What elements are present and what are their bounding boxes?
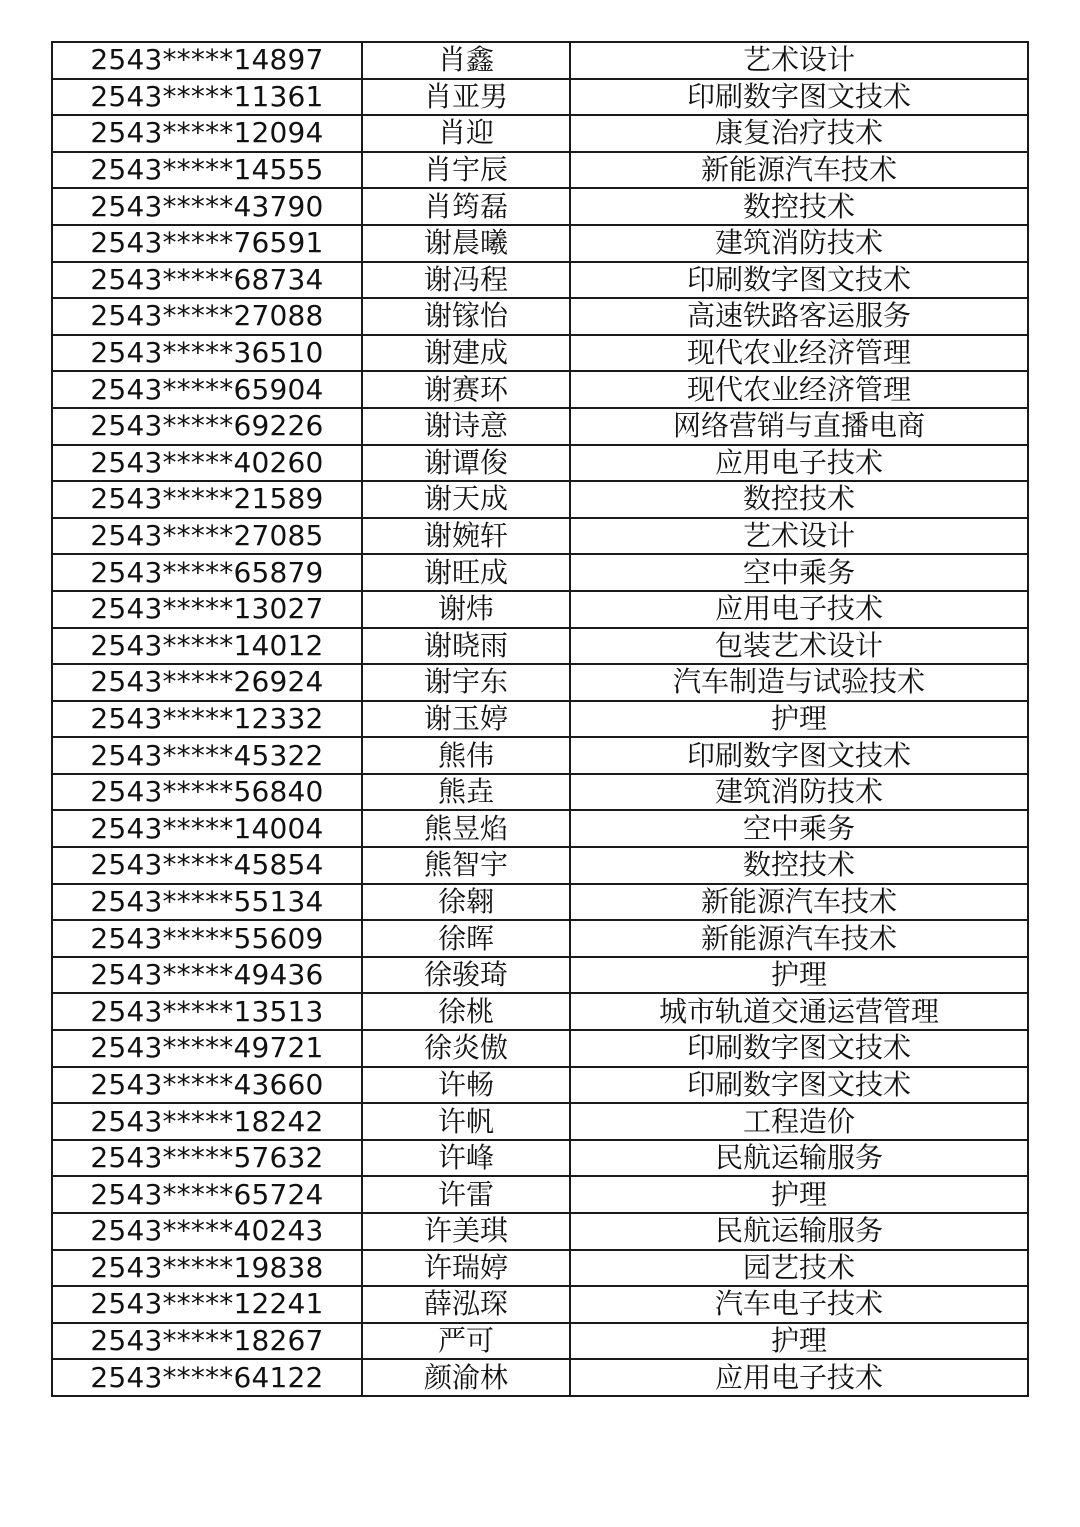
student-id-cell: 2543*****43660 bbox=[52, 1067, 362, 1104]
table-row bbox=[52, 188, 1028, 225]
major-cell: 网络营销与直播电商 bbox=[570, 408, 1028, 445]
table-row bbox=[52, 262, 1028, 299]
roster-body bbox=[52, 42, 1028, 1396]
student-id-cell: 2543*****13027 bbox=[52, 591, 362, 628]
student-name-cell: 谢宇东 bbox=[362, 664, 570, 701]
student-id-cell: 2543*****13513 bbox=[52, 993, 362, 1030]
major-cell: 应用电子技术 bbox=[570, 445, 1028, 482]
student-id-cell: 2543*****14004 bbox=[52, 810, 362, 847]
student-name-cell: 谢旺成 bbox=[362, 554, 570, 591]
major-cell: 城市轨道交通运营管理 bbox=[570, 993, 1028, 1030]
student-name-cell: 熊垚 bbox=[362, 774, 570, 811]
major-cell: 汽车制造与试验技术 bbox=[570, 664, 1028, 701]
student-name-cell: 谢冯程 bbox=[362, 262, 570, 299]
student-name-cell: 谢镓怡 bbox=[362, 298, 570, 335]
major-cell: 印刷数字图文技术 bbox=[570, 737, 1028, 774]
student-name-cell: 肖宇辰 bbox=[362, 152, 570, 189]
student-id-cell: 2543*****68734 bbox=[52, 262, 362, 299]
student-id-cell: 2543*****14012 bbox=[52, 628, 362, 665]
student-name-cell: 谢赛环 bbox=[362, 371, 570, 408]
student-name-cell: 肖迎 bbox=[362, 115, 570, 152]
table-row bbox=[52, 664, 1028, 701]
student-id-cell: 2543*****11361 bbox=[52, 79, 362, 116]
roster-table bbox=[51, 41, 1029, 1397]
table-row bbox=[52, 335, 1028, 372]
table-row bbox=[52, 884, 1028, 921]
student-id-cell: 2543*****76591 bbox=[52, 225, 362, 262]
student-id-cell: 2543*****40243 bbox=[52, 1213, 362, 1250]
student-name-cell: 严可 bbox=[362, 1323, 570, 1360]
major-cell: 印刷数字图文技术 bbox=[570, 262, 1028, 299]
student-name-cell: 谢谭俊 bbox=[362, 445, 570, 482]
table-row bbox=[52, 445, 1028, 482]
student-id-cell: 2543*****55609 bbox=[52, 920, 362, 957]
major-cell: 民航运输服务 bbox=[570, 1213, 1028, 1250]
student-id-cell: 2543*****65724 bbox=[52, 1176, 362, 1213]
student-name-cell: 徐桃 bbox=[362, 993, 570, 1030]
table-row bbox=[52, 1030, 1028, 1067]
student-name-cell: 谢玉婷 bbox=[362, 701, 570, 738]
student-name-cell: 徐骏琦 bbox=[362, 957, 570, 994]
student-id-cell: 2543*****45322 bbox=[52, 737, 362, 774]
major-cell: 数控技术 bbox=[570, 847, 1028, 884]
student-id-cell: 2543*****49721 bbox=[52, 1030, 362, 1067]
table-row bbox=[52, 993, 1028, 1030]
student-name-cell: 徐炎傲 bbox=[362, 1030, 570, 1067]
student-name-cell: 许美琪 bbox=[362, 1213, 570, 1250]
student-name-cell: 谢诗意 bbox=[362, 408, 570, 445]
student-id-cell: 2543*****36510 bbox=[52, 335, 362, 372]
student-name-cell: 谢晨曦 bbox=[362, 225, 570, 262]
major-cell: 包装艺术设计 bbox=[570, 628, 1028, 665]
table-row bbox=[52, 628, 1028, 665]
student-id-cell: 2543*****69226 bbox=[52, 408, 362, 445]
table-row bbox=[52, 847, 1028, 884]
table-row bbox=[52, 1213, 1028, 1250]
student-name-cell: 薛泓琛 bbox=[362, 1286, 570, 1323]
student-name-cell: 谢炜 bbox=[362, 591, 570, 628]
major-cell: 康复治疗技术 bbox=[570, 115, 1028, 152]
table-row bbox=[52, 152, 1028, 189]
table-row bbox=[52, 774, 1028, 811]
major-cell: 应用电子技术 bbox=[570, 1359, 1028, 1396]
student-name-cell: 熊伟 bbox=[362, 737, 570, 774]
student-name-cell: 肖鑫 bbox=[362, 42, 570, 79]
major-cell: 护理 bbox=[570, 957, 1028, 994]
major-cell: 护理 bbox=[570, 1323, 1028, 1360]
major-cell: 空中乘务 bbox=[570, 810, 1028, 847]
student-name-cell: 肖亚男 bbox=[362, 79, 570, 116]
table-row bbox=[52, 298, 1028, 335]
student-id-cell: 2543*****12332 bbox=[52, 701, 362, 738]
major-cell: 现代农业经济管理 bbox=[570, 371, 1028, 408]
major-cell: 数控技术 bbox=[570, 188, 1028, 225]
student-name-cell: 徐晖 bbox=[362, 920, 570, 957]
student-name-cell: 谢天成 bbox=[362, 481, 570, 518]
table-row bbox=[52, 1323, 1028, 1360]
student-id-cell: 2543*****18242 bbox=[52, 1103, 362, 1140]
table-row bbox=[52, 1286, 1028, 1323]
table-row bbox=[52, 408, 1028, 445]
major-cell: 新能源汽车技术 bbox=[570, 920, 1028, 957]
major-cell: 艺术设计 bbox=[570, 518, 1028, 555]
major-cell: 高速铁路客运服务 bbox=[570, 298, 1028, 335]
student-id-cell: 2543*****14897 bbox=[52, 42, 362, 79]
student-name-cell: 谢建成 bbox=[362, 335, 570, 372]
major-cell: 印刷数字图文技术 bbox=[570, 79, 1028, 116]
student-id-cell: 2543*****43790 bbox=[52, 188, 362, 225]
student-id-cell: 2543*****19838 bbox=[52, 1250, 362, 1287]
student-id-cell: 2543*****65904 bbox=[52, 371, 362, 408]
student-id-cell: 2543*****26924 bbox=[52, 664, 362, 701]
major-cell: 民航运输服务 bbox=[570, 1140, 1028, 1177]
student-id-cell: 2543*****56840 bbox=[52, 774, 362, 811]
student-name-cell: 谢婉轩 bbox=[362, 518, 570, 555]
table-row bbox=[52, 115, 1028, 152]
table-row bbox=[52, 920, 1028, 957]
major-cell: 现代农业经济管理 bbox=[570, 335, 1028, 372]
table-row bbox=[52, 1250, 1028, 1287]
table-row bbox=[52, 810, 1028, 847]
table-row bbox=[52, 1103, 1028, 1140]
table-row bbox=[52, 481, 1028, 518]
student-name-cell: 徐翱 bbox=[362, 884, 570, 921]
table-row bbox=[52, 1067, 1028, 1104]
student-id-cell: 2543*****12094 bbox=[52, 115, 362, 152]
student-id-cell: 2543*****49436 bbox=[52, 957, 362, 994]
student-name-cell: 熊昱焰 bbox=[362, 810, 570, 847]
student-name-cell: 许瑞婷 bbox=[362, 1250, 570, 1287]
major-cell: 数控技术 bbox=[570, 481, 1028, 518]
table-row bbox=[52, 554, 1028, 591]
student-id-cell: 2543*****55134 bbox=[52, 884, 362, 921]
student-id-cell: 2543*****21589 bbox=[52, 481, 362, 518]
major-cell: 工程造价 bbox=[570, 1103, 1028, 1140]
table-row bbox=[52, 591, 1028, 628]
table-row bbox=[52, 701, 1028, 738]
major-cell: 园艺技术 bbox=[570, 1250, 1028, 1287]
major-cell: 空中乘务 bbox=[570, 554, 1028, 591]
major-cell: 应用电子技术 bbox=[570, 591, 1028, 628]
student-name-cell: 许畅 bbox=[362, 1067, 570, 1104]
table-row bbox=[52, 1176, 1028, 1213]
student-id-cell: 2543*****12241 bbox=[52, 1286, 362, 1323]
table-row bbox=[52, 371, 1028, 408]
table-row bbox=[52, 737, 1028, 774]
major-cell: 汽车电子技术 bbox=[570, 1286, 1028, 1323]
student-name-cell: 熊智宇 bbox=[362, 847, 570, 884]
student-id-cell: 2543*****14555 bbox=[52, 152, 362, 189]
student-id-cell: 2543*****64122 bbox=[52, 1359, 362, 1396]
table-row bbox=[52, 1140, 1028, 1177]
table-row bbox=[52, 1359, 1028, 1396]
student-id-cell: 2543*****65879 bbox=[52, 554, 362, 591]
student-id-cell: 2543*****27088 bbox=[52, 298, 362, 335]
student-name-cell: 许帆 bbox=[362, 1103, 570, 1140]
student-name-cell: 肖筠磊 bbox=[362, 188, 570, 225]
major-cell: 护理 bbox=[570, 1176, 1028, 1213]
student-id-cell: 2543*****40260 bbox=[52, 445, 362, 482]
major-cell: 艺术设计 bbox=[570, 42, 1028, 79]
student-id-cell: 2543*****18267 bbox=[52, 1323, 362, 1360]
major-cell: 印刷数字图文技术 bbox=[570, 1030, 1028, 1067]
table-row bbox=[52, 518, 1028, 555]
table-row bbox=[52, 42, 1028, 79]
student-id-cell: 2543*****57632 bbox=[52, 1140, 362, 1177]
major-cell: 印刷数字图文技术 bbox=[570, 1067, 1028, 1104]
student-name-cell: 谢晓雨 bbox=[362, 628, 570, 665]
student-id-cell: 2543*****45854 bbox=[52, 847, 362, 884]
student-name-cell: 许雷 bbox=[362, 1176, 570, 1213]
table-row bbox=[52, 957, 1028, 994]
major-cell: 新能源汽车技术 bbox=[570, 152, 1028, 189]
student-id-cell: 2543*****27085 bbox=[52, 518, 362, 555]
table-row bbox=[52, 79, 1028, 116]
student-name-cell: 许峰 bbox=[362, 1140, 570, 1177]
student-name-cell: 颜渝林 bbox=[362, 1359, 570, 1396]
major-cell: 建筑消防技术 bbox=[570, 225, 1028, 262]
major-cell: 建筑消防技术 bbox=[570, 774, 1028, 811]
major-cell: 护理 bbox=[570, 701, 1028, 738]
major-cell: 新能源汽车技术 bbox=[570, 884, 1028, 921]
table-row bbox=[52, 225, 1028, 262]
